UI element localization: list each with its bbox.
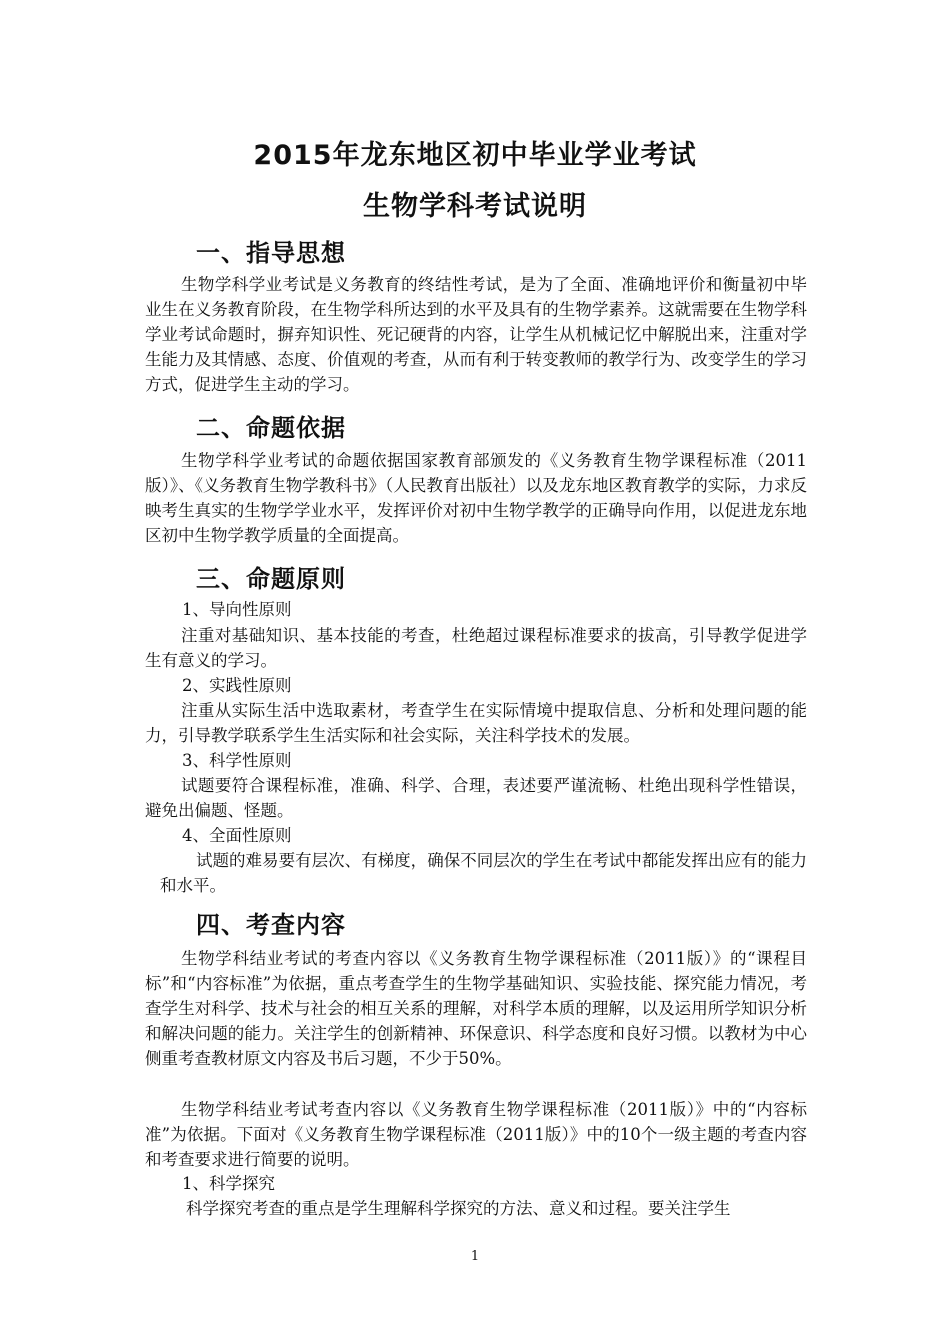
document-title-line2: 生物学科考试说明 — [363, 191, 587, 222]
page-number: 1 — [470, 1249, 480, 1264]
principle-label-4: 4、全面性原则 — [182, 826, 292, 845]
subsection-label-inquiry: 1、科学探究 — [182, 1174, 275, 1193]
section-heading-principles: 三、命题原则 — [196, 565, 346, 593]
principle-text-4: 试题的难易要有层次、有梯度，确保不同层次的学生在考试中都能发挥出应有的能力和水平。 — [160, 851, 807, 895]
section-heading-content: 四、考查内容 — [196, 911, 346, 939]
section-heading-basis: 二、命题依据 — [196, 414, 346, 442]
section-heading-guiding-ideas: 一、指导思想 — [196, 239, 346, 267]
principle-label-1: 1、导向性原则 — [182, 600, 292, 619]
principle-label-3: 3、科学性原则 — [182, 751, 292, 770]
section-text-content-2: 生物学科结业考试考查内容以《义务教育生物学课程标准（2011版）》中的“内容标准”为依据。下面对《义务教育生物学课程标准（2011版）》中的10个一级主题的考查内容和考查要求进行简要的说明。 — [145, 1100, 807, 1169]
document-title-line1: 2015年龙东地区初中毕业学业考试 — [253, 140, 697, 171]
principle-text-1: 注重对基础知识、基本技能的考查，杜绝超过课程标准要求的拔高，引导教学促进学生有意义的学习。 — [145, 626, 807, 670]
section-text-basis: 生物学科学业考试的命题依据国家教育部颁发的《义务教育生物学课程标准（2011版）》、《义务教育生物学教科书》（人民教育出版社）以及龙东地区教育教学的实际，力求反映考生真实的生物学学业水平，发挥评价对初中生物学教学的正确导向作用，以促进龙东地区初中生物学教学质量的全面提高。 — [145, 451, 807, 545]
principle-text-3: 试题要符合课程标准，准确、科学、合理，表述要严谨流畅、杜绝出现科学性错误，避免出偏题、怪题。 — [145, 776, 807, 820]
principle-label-2: 2、实践性原则 — [182, 676, 292, 695]
section-text-content-1: 生物学科结业考试的考查内容以《义务教育生物学课程标准（2011版）》的“课程目标”和“内容标准”为依据，重点考查学生的生物学基础知识、实验技能、探究能力情况，考查学生对科学、技术与社会的相互关系的理解，对科学本质的理解，以及运用所学知识分析和解决问题的能力。关注学生的创新精神、环保意识、科学态度和良好习惯。以教材为中心侧重考查教材原文内容及书后习题，不少于50%。 — [145, 949, 807, 1068]
subsection-text-inquiry: 科学探究考查的重点是学生理解科学探究的方法、意义和过程。要关注学生 — [186, 1199, 731, 1218]
section-text-guiding-ideas: 生物学科学业考试是义务教育的终结性考试，是为了全面、准确地评价和衡量初中毕业生在义务教育阶段，在生物学科所达到的水平及具有的生物学素养。这就需要在生物学科学业考试命题时，摒弃知识性、死记硬背的内容，让学生从机械记忆中解脱出来，注重对学生能力及其情感、态度、价值观的考查，从而有利于转变教师的教学行为、改变学生的学习方式，促进学生主动的学习。 — [145, 275, 807, 394]
principle-text-2: 注重从实际生活中选取素材，考查学生在实际情境中提取信息、分析和处理问题的能力，引导教学联系学生生活实际和社会实际，关注科学技术的发展。 — [145, 701, 807, 745]
